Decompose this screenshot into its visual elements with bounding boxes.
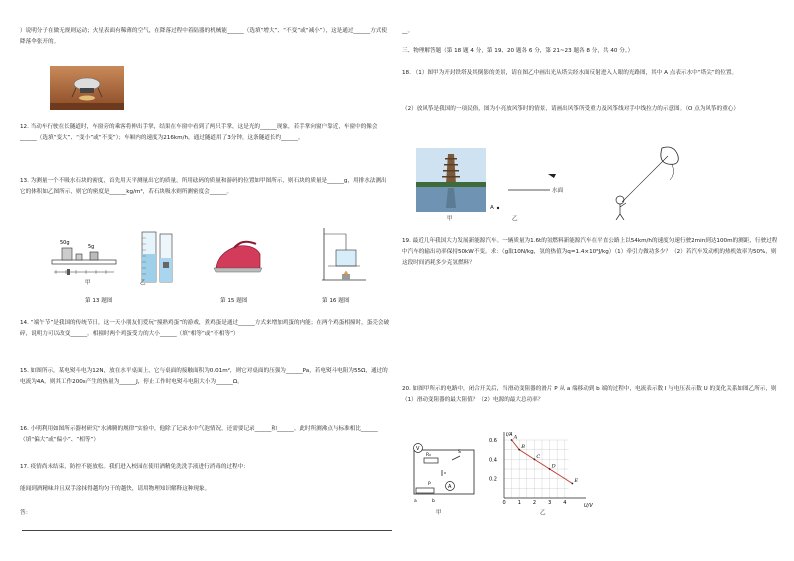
answer-label: 答： [20,510,32,516]
x-tick-label: 1 [517,500,521,506]
data-point-label: D [551,463,556,470]
q15: 15. 如图所示，某电熨斗电为12N，放在水平桌面上，它与桌面的接触面积为0.01m²，则它对桌面的压强为______Pa，若电熨斗电阻为55Ω，通过的电流为4A，则其工作200s产生的热量为______J，停止工作时电熨斗电阻大小为______Ω。 [20,368,388,385]
svg-text:5g: 5g [88,244,95,250]
fig18-label-jia: 甲 [447,216,453,222]
svg-text:P: P [428,482,431,487]
x-tick-label: 4 [563,500,567,506]
svg-text:R₀: R₀ [426,453,431,458]
section-heading: 三、物理解答题（第 18 题 4 分，第 19、20 题各 6 分，第 21~23 题各 8 分，共 40 分。） [402,48,634,54]
data-point-label: E [574,478,579,484]
svg-text:b: b [432,499,435,504]
x-tick-label: 0 [502,500,506,506]
svg-text:A: A [448,484,452,490]
point-a-label: A [490,205,494,211]
svg-text:V: V [416,446,420,452]
right-column [402,0,782,561]
svg-text:S: S [458,450,461,455]
left-column [20,0,395,561]
q17-sub: 能闻到酒精味并且双手涂抹得越均匀干的越快，请用物理知识解释这种现象。 [20,486,211,492]
circuit-diagram [406,438,482,504]
q17: 17. 疫情尚未结束，防控不能放松。我们进入校园在使用酒精免洗洗手液进行消毒的过程中： [20,464,249,470]
x-tick-label: 2 [532,500,537,506]
data-point [549,468,551,470]
x-tick-label: 3 [548,500,552,506]
fig13-label-yi: 乙 [140,280,146,286]
q16: 16. 小明利用如图所示器材研究“水沸腾的规律”实验中，他除了记录水中气泡情况，还需要记录______和______。此时所测沸点与标准相比______（填“偏大”或“偏小”、“相等”） [20,426,378,443]
y-axis-label: I/A [506,432,513,438]
q19: 19. 最近几年我国大力发展新能源汽车。一辆质量为1.6t的氢燃料新能源汽车在平直公路上以54km/h的速度匀速行驶2min到达100m的测距，行驶过程中汽车的输出功率保持50kW不变。求：（g取10N/kg，氢的热值为q=1.4×10⁸J/kg）（1）牵引力做功多少？（2）若汽车发动机的热机效率为50%，则这段时间消耗多少克氢燃料？ [402,238,778,266]
kite-sketch [602,140,692,220]
fig20-label-jia: 甲 [436,510,442,516]
q20: 20. 如图甲所示的电路中，闭合开关后，当滑动变阻器的滑片 P 从 a 端移动到 b 端的过程中，电流表示数 I 与电压表示数 U 的变化关系如图乙所示，则（1）滑动变阻器的最大阻值？（2）电源的最大总功率？ [402,386,777,403]
balance-and-cylinder-figure [50,228,190,286]
top-mark: __。 [402,28,414,34]
water-surface-label: 水面 [552,188,564,194]
x-axis-label: U/V [584,503,593,509]
data-point [534,458,536,460]
fig13-label-jia: 甲 [85,280,91,286]
q18-part2: （2）放风筝是我国的一项民俗，图为小亮放风筝时的情景，请画出风筝所受重力及风筝线对手中线拉力的示意图。（O 点为风筝的重心） [402,106,739,112]
current-voltage-chart [488,430,598,510]
q18-part1: 18. （1）图甲为开封铁塔及其倒影的美景，请在图乙中画出光从塔尖经水面反射进入人眼的光路图，其中 A 点表示水中“塔尖”的位置。 [402,70,738,76]
q11-tail: ）说明分子在做无规则运动；火星表面有稀薄的空气，在降落过程中着陆器的机械能______（选填“增大”、“不变”或“减小”），这是通过______方式使降落伞张开的。 [20,28,387,45]
fig20-label-yi: 乙 [540,510,546,516]
data-point [572,483,574,485]
y-tick-label: 0.6 [489,438,497,444]
caption-13: 第 13 题图 [85,298,113,304]
data-point-label: A [513,434,518,441]
data-point [518,449,520,451]
data-point-label: B [521,444,525,451]
data-point [511,439,513,441]
boiling-experiment-figure [316,224,372,284]
electric-iron-image [212,234,264,274]
pagoda-photo [416,148,486,212]
svg-text:a: a [414,499,417,504]
q12: 12. 当动车行驶在长隧道时，车窗旁的乘客将伸出手掌，结果在车窗中看到了两只手掌，这是光的______现象，若手掌向窗户靠近，车窗中的像会______（选填“变大”、“变小”或“不变”）；车厢内的速度为216km/h，通过隧道用了3分钟，这条隧道长约______。 [20,124,378,141]
y-tick-label: 0.2 [489,476,497,483]
caption-15: 第 15 题图 [220,298,248,304]
caption-16: 第 16 题图 [322,298,350,304]
answer-line [22,530,392,531]
svg-text:50g: 50g [60,240,70,246]
y-tick-label: 0.4 [489,457,497,464]
data-point-label: C [536,453,541,460]
fig18-label-yi: 乙 [512,216,518,222]
mars-lander-image [50,66,124,110]
q13: 13. 为测量一个不吸水石块的密度，首先用天平测量出它的质量，所用砝码的质量和游码的位置如甲图所示，则石块的质量是______g，用排水法测出它的体积如乙图所示，则它的密度是______kg/m³，若石块吸水则所测密度会______。 [20,178,387,195]
q14: 14. “端午节”是我国的传统节日，这一天小朋友们爱玩“撞熟鸡蛋”的游戏，煮鸡蛋是通过______方式来增加鸡蛋的内能；在两个鸡蛋相撞时，蛋壳会破碎，说明力可以改变______。相撞时两个鸡蛋受力的大小______（填“相等”或“不相等”） [20,320,390,337]
